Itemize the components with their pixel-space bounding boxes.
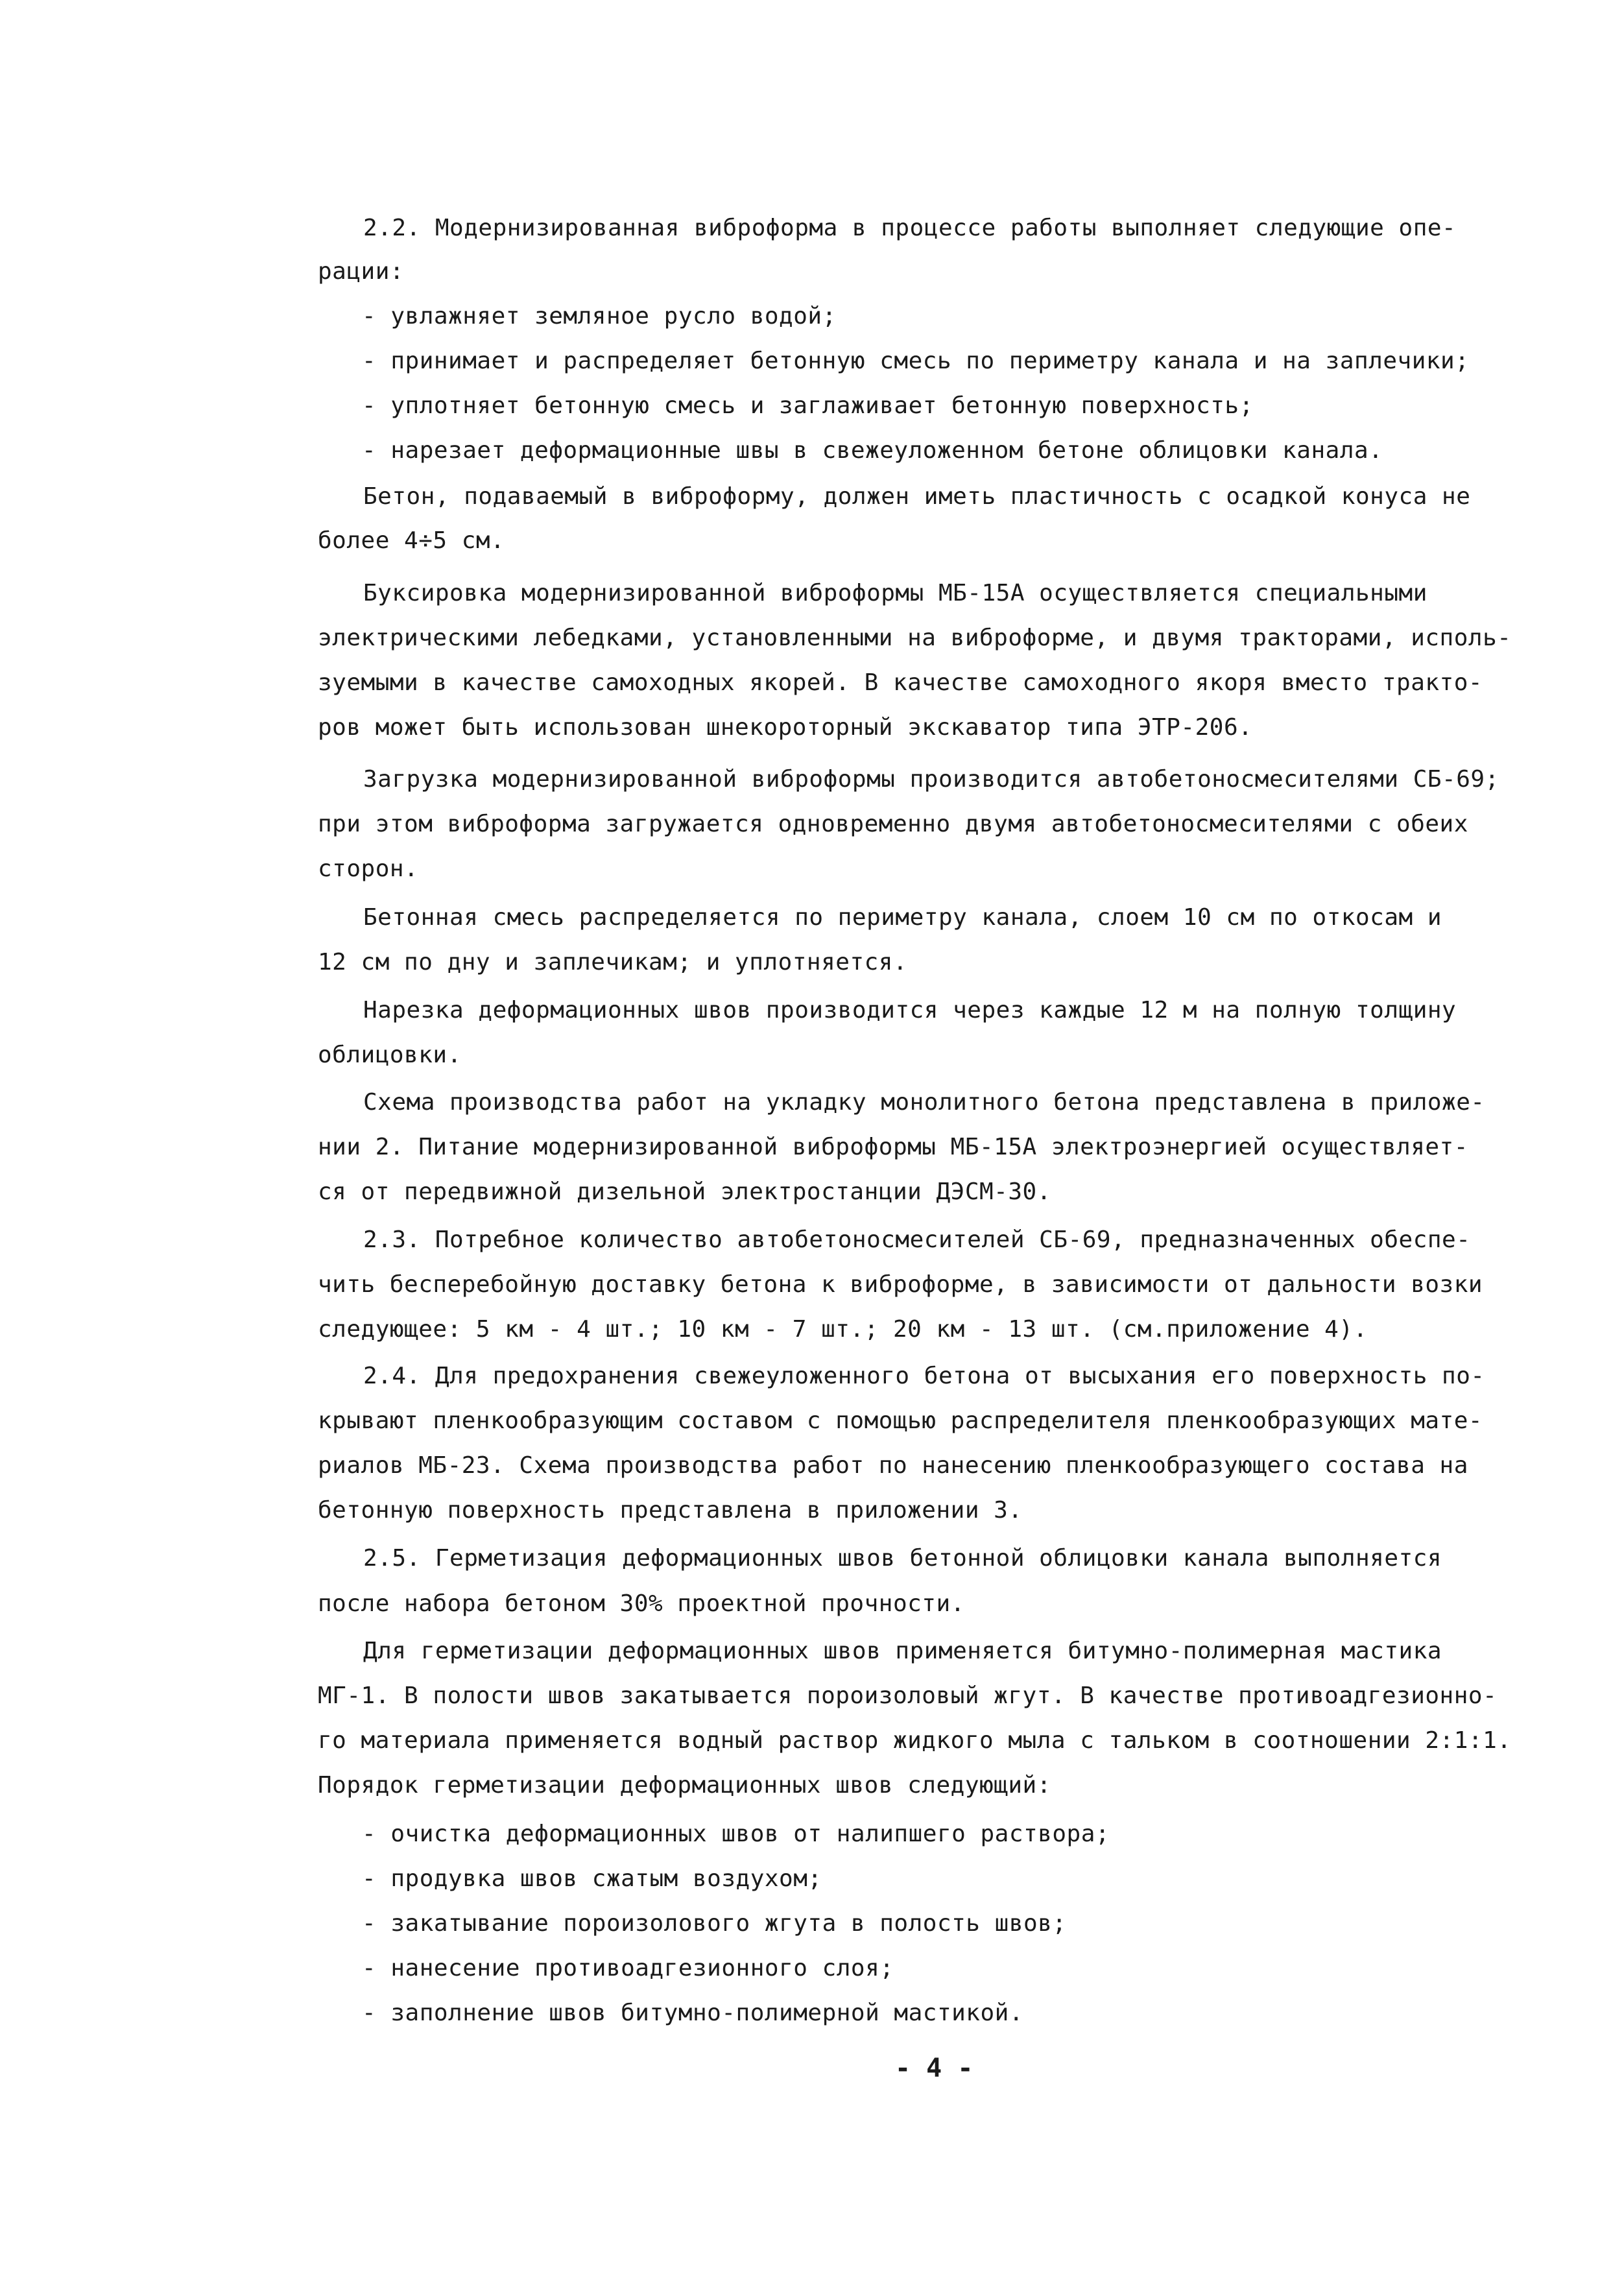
list-item: - нанесение противоадгезионного слоя; — [362, 1955, 894, 1981]
text-line: риалов МБ-23. Схема производства работ по нанесению пленкообразующего состава на — [318, 1452, 1468, 1479]
text-line: 2.5. Герметизация деформационных швов бетонной облицовки канала выполняется — [363, 1545, 1442, 1572]
list-item: - принимает и распределяет бетонную смесь по периметру канала и на заплечики; — [362, 348, 1470, 374]
text-line: электрическими лебедками, установленными на виброформе, и двумя тракторами, исполь- — [318, 625, 1512, 651]
list-item: - продувка швов сжатым воздухом; — [362, 1865, 822, 1892]
list-item: - нарезает деформационные швы в свежеуложенном бетоне облицовки канала. — [362, 437, 1383, 464]
list-item: - очистка деформационных швов от налипшего раствора; — [362, 1821, 1110, 1847]
list-item: - заполнение швов битумно-полимерной мастикой. — [362, 2000, 1023, 2026]
text-line: Бетонная смесь распределяется по периметру канала, слоем 10 см по откосам и — [363, 904, 1442, 931]
text-line: сторон. — [318, 855, 419, 882]
text-line: 2.4. Для предохранения свежеуложенного бетона от высыхания его поверхность по- — [363, 1363, 1485, 1389]
text-line: нии 2. Питание модернизированной виброформы МБ-15А электроэнергией осуществляет- — [318, 1134, 1468, 1160]
text-line: МГ-1. В полости швов закатывается порoизоловый жгут. В качестве противоадгезионно- — [318, 1682, 1498, 1709]
text-line: следующее: 5 км - 4 шт.; 10 км - 7 шт.; 20 км - 13 шт. (см.приложение 4). — [318, 1316, 1368, 1343]
list-item: - уплотняет бетонную смесь и заглаживает бетонную поверхность; — [362, 392, 1254, 419]
text-line: Нарезка деформационных швов производится через каждые 12 м на полную толщину — [363, 997, 1457, 1023]
text-line: Для герметизации деформационных швов применяется битумно-полимерная мастика — [363, 1638, 1442, 1664]
text-line: при этом виброформа загружается одновременно двумя автобетоносмесителями с обеих — [318, 811, 1468, 837]
page-number: - 4 - — [895, 2053, 973, 2083]
text-line: 2.2. Модернизированная виброформа в процессе работы выполняет следующие опе- — [363, 215, 1457, 241]
text-line: зуемыми в качестве самоходных якорей. В качестве самоходного якоря вместо тракто- — [318, 669, 1483, 696]
list-item: - увлажняет земляное русло водой; — [362, 303, 837, 329]
text-line: более 4÷5 см. — [318, 527, 505, 554]
text-line: бетонную поверхность представлена в приложении 3. — [318, 1497, 1023, 1524]
text-line: Схема производства работ на укладку монолитного бетона представлена в приложе- — [363, 1089, 1485, 1116]
text-line: ров может быть использован шнекороторный экскаватор типа ЭТР-206. — [318, 714, 1253, 741]
text-line: го материала применяется водный раствор жидкого мыла с тальком в соотношении 2:1:1. — [318, 1727, 1512, 1754]
text-line: Порядок герметизации деформационных швов следующий: — [318, 1772, 1051, 1799]
text-line: Буксировка модернизированной виброформы МБ-15А осуществляется специальными — [363, 580, 1427, 606]
text-line: ся от передвижной дизельной электростанции ДЭСМ-30. — [318, 1178, 1051, 1205]
text-line: 12 см по дну и заплечикам; и уплотняется. — [318, 949, 908, 975]
text-line: после набора бетоном 30% проектной прочности. — [318, 1590, 965, 1617]
text-line: чить бесперебойную доставку бетона к виброформе, в зависимости от дальности возки — [318, 1271, 1483, 1298]
text-line: облицовки. — [318, 1042, 462, 1068]
text-line: Бетон, подаваемый в виброформу, должен иметь пластичность с осадкой конуса не — [363, 483, 1471, 510]
text-line: крывают пленкообразующим составом с помощью распределителя пленкообразующих мате- — [318, 1407, 1483, 1434]
text-line: рации: — [318, 258, 405, 285]
text-line: Загрузка модернизированной виброформы производится автобетоносмесителями СБ-69; — [363, 766, 1499, 793]
text-line: 2.3. Потребное количество автобетоносмесителей СБ-69, предназначенных обеспе- — [363, 1226, 1471, 1253]
list-item: - закатывание порoизолового жгута в полость швов; — [362, 1910, 1067, 1937]
